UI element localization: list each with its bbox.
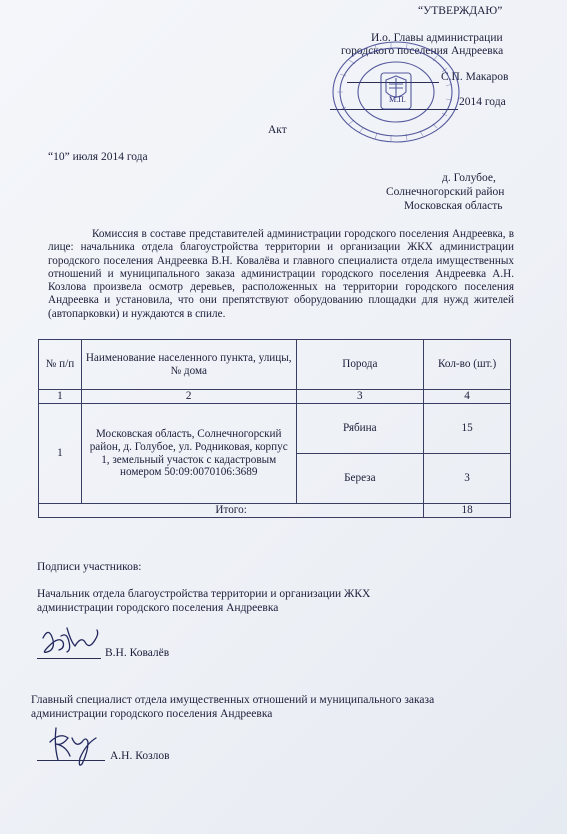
count-2: 3 <box>424 454 511 504</box>
col-number-3: 3 <box>296 390 424 404</box>
approval-heading: “УТВЕРЖДАЮ” <box>418 5 503 17</box>
approver-name: С.П. Макаров <box>441 71 509 83</box>
header-number: № п/п <box>39 340 82 390</box>
place-line-2: Солнечногорский район <box>386 186 505 198</box>
table-row <box>39 404 511 454</box>
seal-center-text: М.П. <box>389 95 406 104</box>
signer-1-name: В.Н. Ковалёв <box>105 647 170 659</box>
col-number-4: 4 <box>424 390 511 404</box>
col-number-1: 1 <box>39 390 82 404</box>
approval-date: 2014 года <box>459 96 506 108</box>
place-line-3: Московская область <box>404 200 503 212</box>
species-2: Береза <box>296 454 424 504</box>
signer-2-title-line-1: Главный специалист отдела имущественных отношений и муниципального заказа <box>31 694 435 706</box>
signer-2-handwritten-signature <box>42 722 106 768</box>
approval-line-2: городского поселения Андреевка <box>341 45 504 57</box>
signatures-heading: Подписи участников: <box>37 561 142 573</box>
approval-line-1: И.о. Главы администрации <box>371 32 503 44</box>
count-1: 15 <box>424 404 511 454</box>
official-seal-stamp <box>329 40 463 145</box>
header-address: Наименование населенного пункта, улицы, № дома <box>81 340 296 390</box>
total-value: 18 <box>424 504 511 518</box>
total-row <box>39 504 511 518</box>
column-number-row <box>39 390 511 404</box>
place-line-1: д. Голубое, <box>442 172 496 184</box>
row-address: Московская область, Солнечногорский район, д. Голубое, ул. Родниковая, корпус 1, земельный участок с кадастровым номером 50:09:0070106:3689 <box>81 404 296 504</box>
signer-1-title-line-2: администрации городского поселения Андреевка <box>37 602 279 614</box>
total-label: Итого: <box>39 504 424 518</box>
signer-2-name: А.Н. Козлов <box>110 750 170 762</box>
signer-1-title-line-1: Начальник отдела благоустройства территории и организации ЖКХ <box>37 588 371 600</box>
col-number-2: 2 <box>81 390 296 404</box>
signer-2-title-line-2: администрации городского поселения Андреевка <box>31 708 273 720</box>
row-number: 1 <box>39 404 82 504</box>
species-1: Рябина <box>296 404 424 454</box>
document-date: “10” июля 2014 года <box>48 151 148 163</box>
signer-1-handwritten-signature <box>37 618 107 662</box>
header-species: Порода <box>296 340 424 390</box>
header-count: Кол-во (шт.) <box>424 340 511 390</box>
act-body-paragraph: Комиссия в составе представителей администрации городского поселения Андреевка, в лице: начальника отдела благоустройства территории и организации ЖКХ администрации городского поселения Андреевка В.Н. Ковалёва и главного специалиста отдела имущественных отношений и муниципального заказа администрации городского поселения Андреевка А.Н. Козлова произвела осмотр деревьев, расположенных на территории городского поселения Андреевка и установила, что они препятствуют оборудованию площадки для нужд жителей (автопарковки) и нуждаются в спиле. <box>48 228 514 320</box>
document-title: Акт <box>268 124 287 136</box>
table-header-row <box>39 340 511 390</box>
trees-table <box>38 339 511 518</box>
